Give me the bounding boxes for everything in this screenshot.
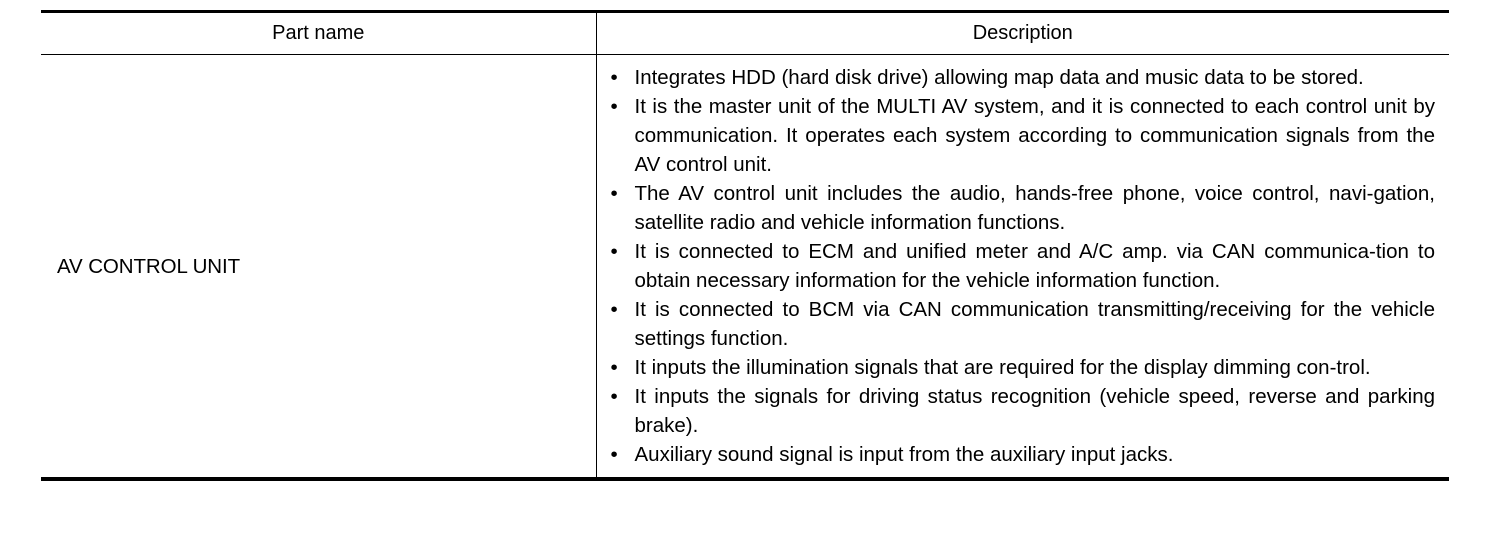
bullet-icon: • (610, 66, 618, 89)
document-table-wrapper (41, 10, 1449, 481)
header-part-name: Part name (41, 12, 596, 55)
description-item (611, 440, 1436, 469)
bullet-icon: • (610, 240, 618, 263)
table-row (41, 55, 1449, 480)
description-list (597, 55, 1450, 477)
description-item (611, 237, 1436, 295)
description-text: It is connected to ECM and unified meter and A/C amp. via CAN communica-tion to obtain necessary information for the vehicle information function. (634, 240, 1435, 292)
bullet-icon: • (610, 182, 618, 205)
parts-description-table (41, 10, 1449, 481)
description-item (611, 179, 1436, 237)
header-description: Description (596, 12, 1449, 55)
description-text: Integrates HDD (hard disk drive) allowing map data and music data to be stored. (634, 66, 1364, 89)
description-item (611, 92, 1436, 179)
bullet-icon: • (610, 298, 618, 321)
description-item (611, 63, 1436, 92)
description-item (611, 353, 1436, 382)
description-text: It inputs the illumination signals that are required for the display dimming con-trol. (634, 356, 1371, 379)
description-text: It is connected to BCM via CAN communication transmitting/receiving for the vehicle settings function. (634, 298, 1435, 350)
description-cell (596, 55, 1449, 480)
description-text: Auxiliary sound signal is input from the auxiliary input jacks. (634, 443, 1174, 466)
description-text: The AV control unit includes the audio, hands-free phone, voice control, navi-gation, satellite radio and vehicle information functions. (634, 182, 1435, 234)
part-name-cell (41, 55, 596, 480)
description-item (611, 295, 1436, 353)
part-name-text: AV CONTROL UNIT (57, 255, 241, 278)
bullet-icon: • (610, 385, 618, 408)
bullet-icon: • (610, 356, 618, 379)
bullet-icon: • (610, 443, 618, 466)
table-header-row (41, 12, 1449, 55)
description-text: It is the master unit of the MULTI AV system, and it is connected to each control unit by communication. It operates each system according to communication signals from the AV control unit. (634, 95, 1435, 176)
description-text: It inputs the signals for driving status recognition (vehicle speed, reverse and parking brake). (634, 385, 1435, 437)
bullet-icon: • (610, 95, 618, 118)
description-item (611, 382, 1436, 440)
